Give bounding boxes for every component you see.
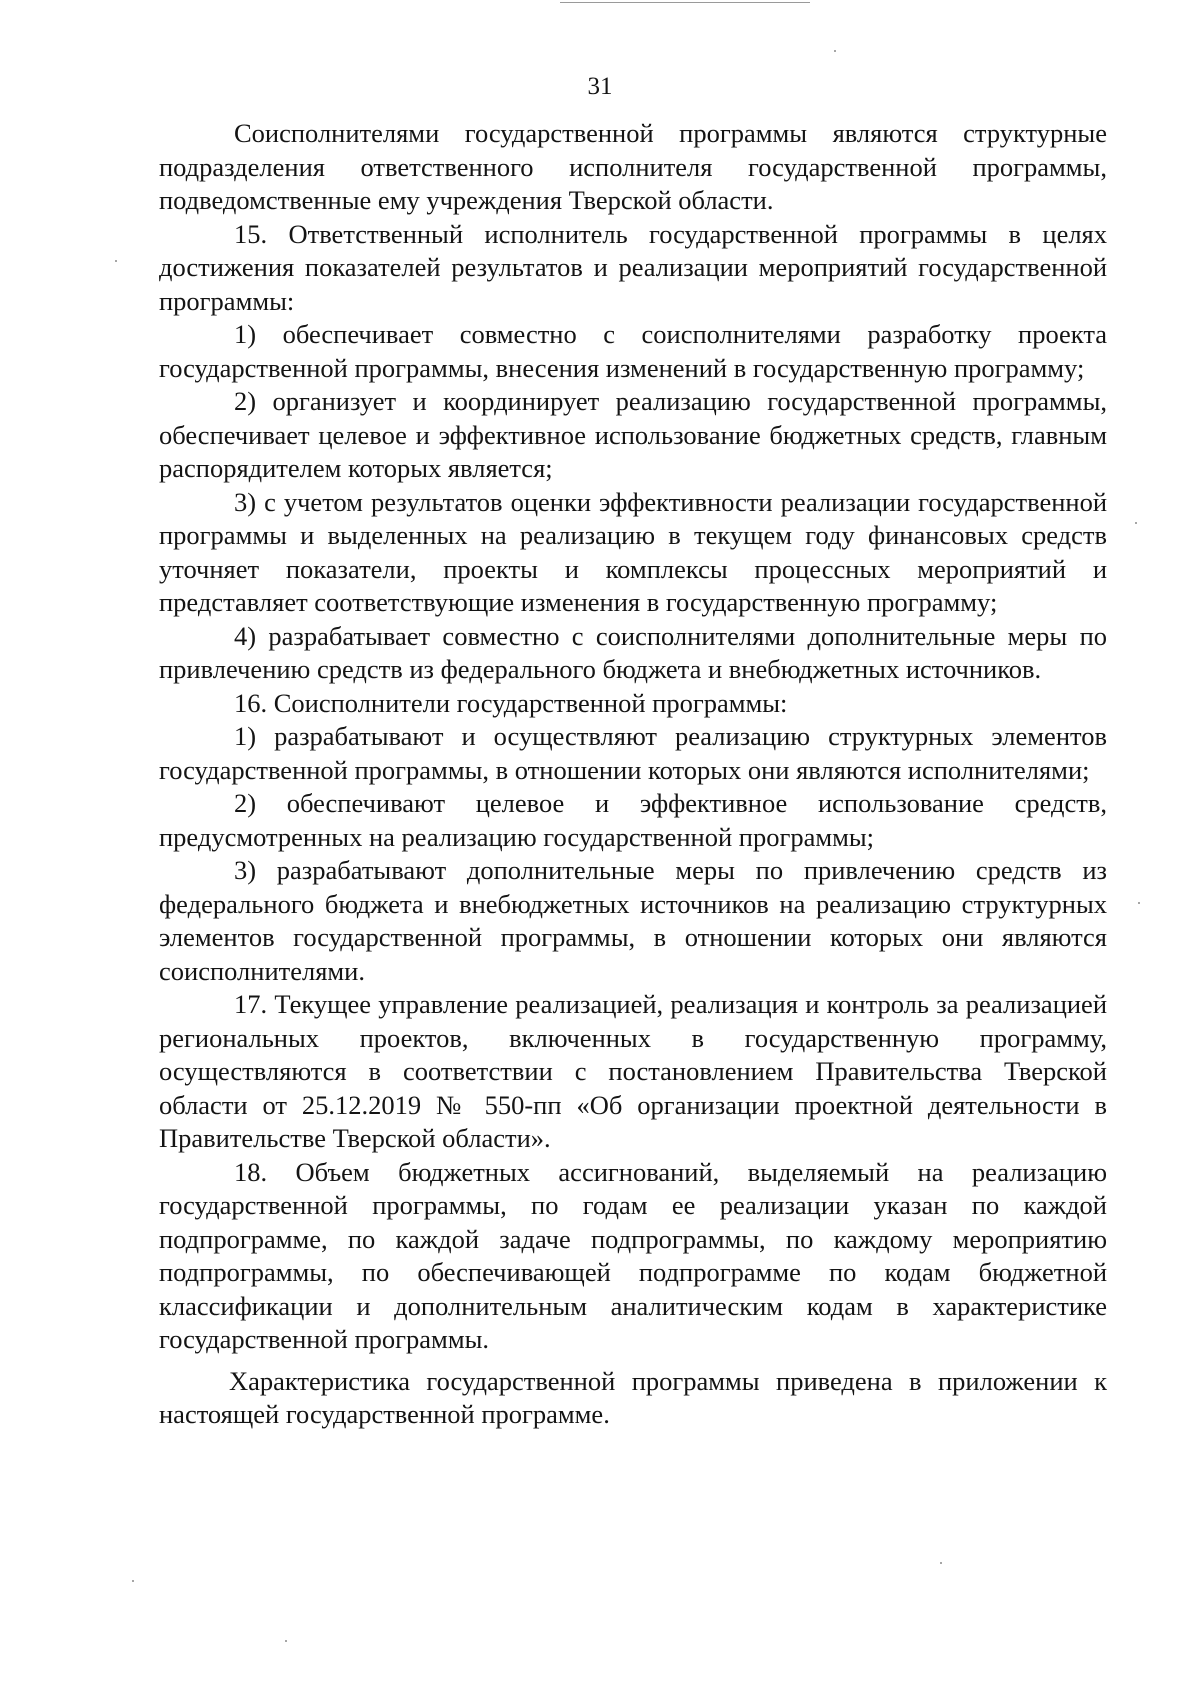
scan-speck [1138,902,1140,904]
paragraph-item-15: 15. Ответственный исполнитель государственной программы в целях достижения показателей результатов и реализации мероприятий государственной программы: [159,218,1107,316]
scan-speck [940,1562,942,1564]
scan-speck [115,260,117,262]
paragraph-item-16-1: 1) разрабатывают и осуществляют реализацию структурных элементов государственной программы, в отношении которых они являются исполнителями; [159,721,1107,785]
paragraph-item-16-2: 2) обеспечивают целевое и эффективное использование средств, предусмотренных на реализацию государственной программы; [159,788,1107,852]
paragraph-item-16: 16. Соисполнители государственной программы: [234,687,788,718]
scan-speck [834,50,836,52]
paragraph-closing: Характеристика государственной программы приведена в приложении к настоящей государственной программе. [159,1365,1107,1429]
paragraph-item-17: 17. Текущее управление реализацией, реализация и контроль за реализацией региональных проектов, включенных в государственную программу, осуществляются в соответствии с постановлением Правительства Тверской области от 25.12.2019 № 550-пп «Об организации проектной деятельности в Правительстве Тверской области». [159,989,1107,1153]
paragraph-item-15-1: 1) обеспечивает совместно с соисполнителями разработку проекта государственной программы, внесения изменений в государственную программу; [159,319,1107,383]
paragraph-coexecutors-definition: Соисполнителями государственной программы являются структурные подразделения ответственного исполнителя государственной программы, подведомственные ему учреждения Тверской области. [159,118,1107,215]
paragraph-item-15-4: 4) разрабатывает совместно с соисполнителями дополнительные меры по привлечению средств из федерального бюджета и внебюджетных источников. [159,620,1107,684]
paragraph-item-16-3: 3) разрабатывают дополнительные меры по привлечению средств из федерального бюджета и внебюджетных источников на реализацию структурных элементов государственной программы, в отношении которых они являются соисполнителями. [159,855,1107,986]
paragraph-item-15-3: 3) с учетом результатов оценки эффективности реализации государственной программы и выделенных на реализацию в текущем году финансовых средств уточняет показатели, проекты и комплексы процессных мероприятий и представляет соответствующие изменения в государственную программу; [159,486,1107,617]
page-number: 31 [587,73,613,100]
scan-speck [1135,522,1137,524]
scan-speck [285,1640,287,1642]
paragraph-item-18: 18. Объем бюджетных ассигнований, выделяемый на реализацию государственной программы, по годам ее реализации указан по каждой подпрограмме, по каждой задаче подпрограммы, по каждому мероприятию подпрограммы, по обеспечивающей подпрограмме по кодам бюджетной классификации и дополнительным аналитическим кодам в характеристике государственной программы. [159,1156,1107,1354]
document-body [159,117,1107,1432]
scan-edge-line [560,2,810,3]
paragraph-item-15-2: 2) организует и координирует реализацию государственной программы, обеспечивает целевое и эффективное использование бюджетных средств, главным распорядителем которых является; [159,386,1107,483]
scan-speck [132,1580,134,1582]
